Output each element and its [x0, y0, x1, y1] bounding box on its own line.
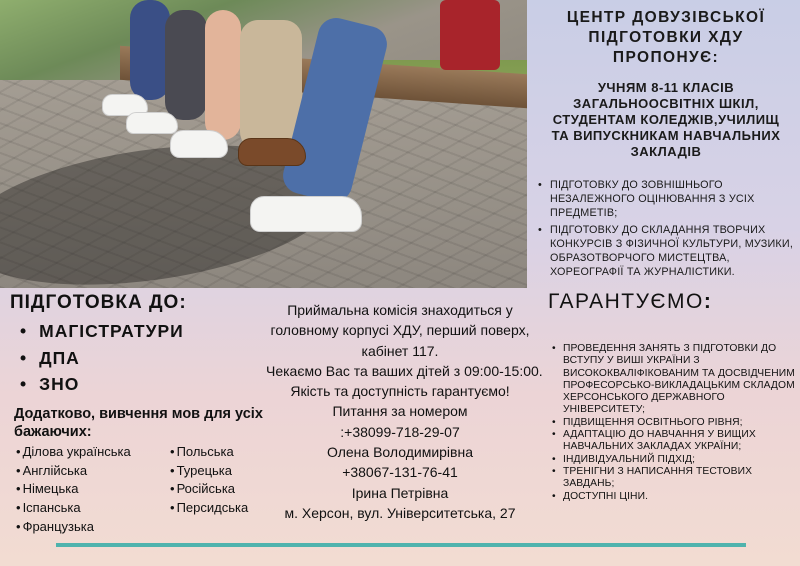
prep-heading: ПІДГОТОВКА ДО: [10, 292, 187, 313]
guarantee-item: • ПРОВЕДЕННЯ ЗАНЯТЬ З ПІДГОТОВКИ ДО ВСТУПУ У ВИШІ УКРАЇНИ З ВИСОКОКВАЛІФІКОВАНИМ ТА ДОСВІДЧЕНИМ ПРОФЕСОРСЬКО-ВИКЛАДАЦЬКИМ СКЛАДОМ ХЕРСОНСЬКОГО ДЕРЖАВНОГО УНІВЕРСИТЕТУ; [550, 343, 796, 417]
contacts-line: Приймальна комісія знаходиться у [287, 302, 513, 318]
audience-line: ТА ВИПУСКНИКАМ НАВЧАЛЬНИХ [551, 128, 781, 143]
language-item: • Турецька [170, 462, 248, 481]
phone-number-2: +38067-131-76-41 [342, 464, 458, 481]
language-item: • Французька [16, 518, 131, 537]
center-title-line: ПРОПОНУЄ: [612, 49, 720, 66]
guarantee-item: • ІНДИВІДУАЛЬНИЙ ПІДХІД; [550, 454, 796, 466]
center-title [540, 8, 792, 68]
offer-item: • ПІДГОТОВКУ ДО ЗОВНІШНЬОГО НЕЗАЛЕЖНОГО ОЦІНЮВАННЯ З УСІХ ПРЕДМЕТІВ; [534, 178, 796, 221]
photo-shoe-3 [170, 130, 228, 158]
phone-number-1: :+38099-718-29-07 [340, 423, 460, 440]
contact-person-2: Ірина Петрівна [351, 484, 449, 501]
contacts-line: кабінет 117. [361, 342, 439, 359]
contacts-block [266, 300, 543, 523]
language-item: • Персидська [170, 499, 248, 518]
language-item: • Польська [170, 443, 248, 462]
languages-heading: Додатково, вивчення мов для усіх бажаючих: [14, 406, 263, 440]
offer-list [534, 178, 796, 281]
address: м. Херсон, вул. Університетська, 27 [284, 504, 516, 521]
language-item: • Ділова українська [16, 443, 131, 462]
photo-leg-jeans-1 [130, 0, 170, 100]
prep-item: • ДПА [20, 345, 184, 372]
languages-column-1 [16, 443, 131, 536]
contacts-line: Чекаємо Вас та ваших дітей з 09:00-15:00. [266, 362, 543, 379]
guarantee-item: • ПІДВИЩЕННЯ ОСВІТНЬОГО РІВНЯ; [550, 417, 796, 429]
guarantee-heading-text: ГАРАНТУЄМО [548, 290, 704, 313]
language-item: • Німецька [16, 480, 131, 499]
language-item: • Російська [170, 480, 248, 499]
photo-shirt-red [440, 0, 500, 70]
guarantee-item: • ДОСТУПНІ ЦІНИ. [550, 491, 796, 503]
guarantee-list [550, 343, 796, 503]
students-photo [0, 0, 527, 288]
contacts-line: Якість та доступність гарантуємо! [290, 383, 510, 400]
contacts-line: головному корпусі ХДУ, перший поверх, [270, 322, 530, 339]
photo-shoe-4 [250, 196, 362, 232]
guarantee-item: • ТРЕНІГНИ З НАПИСАННЯ ТЕСТОВИХ ЗАВДАНЬ; [550, 466, 796, 491]
prep-item: • ЗНО [20, 371, 184, 398]
photo-shoe-2 [126, 112, 178, 134]
bottom-divider [56, 543, 746, 547]
audience-line: ЗАГАЛЬНООСВІТНІХ ШКІЛ, [573, 96, 759, 111]
prep-list [20, 318, 184, 398]
language-item: • Англійська [16, 462, 131, 481]
audience-line: ЗАКЛАДІВ [630, 144, 702, 159]
guarantee-item: • АДАПТАЦІЮ ДО НАВЧАННЯ У ВИЩИХ НАВЧАЛЬНИХ ЗАКЛАДАХ УКРАЇНИ; [550, 429, 796, 454]
photo-shoe-brown [238, 138, 306, 166]
audience-line: УЧНЯМ 8-11 КЛАСІВ [597, 80, 735, 95]
guarantee-heading [548, 290, 712, 314]
center-title-line: ЦЕНТР ДОВУЗІВСЬКОЇ [566, 9, 766, 26]
audience-line: СТУДЕНТАМ КОЛЕДЖІВ,УЧИЛИЩ [552, 112, 780, 127]
photo-leg-bare [205, 10, 241, 140]
prep-item: • МАГІСТРАТУРИ [20, 318, 184, 345]
center-title-line: ПІДГОТОВКИ ХДУ [588, 29, 744, 46]
audience-text [540, 80, 792, 160]
contact-person-1: Олена Володимирівна [326, 444, 473, 461]
guarantee-heading-colon: : [703, 290, 713, 313]
language-item: • Іспанська [16, 499, 131, 518]
languages-column-2 [170, 443, 248, 518]
contacts-line: Питання за номером [332, 403, 468, 420]
offer-item: • ПІДГОТОВКУ ДО СКЛАДАННЯ ТВОРЧИХ КОНКУРСІВ З ФІЗИЧНОЇ КУЛЬТУРИ, МУЗИКИ, ОБРАЗОТВОРЧОГО МИСТЕЦТВА, ХОРЕОГРАФІЇ ТА ЖУРНАЛІСТИКИ. [534, 223, 796, 280]
photo-leg-dark [165, 10, 207, 120]
